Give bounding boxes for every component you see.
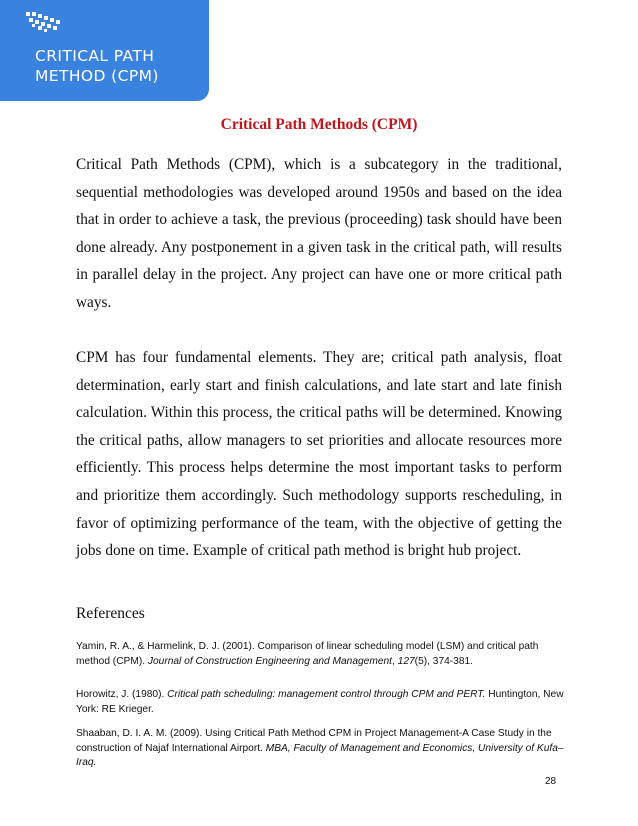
references-heading: References: [76, 605, 145, 622]
header-banner: [0, 0, 209, 101]
page-number: 28: [545, 776, 557, 787]
reference-item: Horowitz, J. (1980). Critical path scheduling: management control through CPM and PERT. Huntington, New York: RE Krieger.: [76, 689, 564, 715]
reference-item: Shaaban, D. I. A. M. (2009). Using Critical Path Method CPM in Project Management-A Case Study in the construction of Najaf International Airport. MBA, Faculty of Management and Economics, University of Kufa–Iraq.: [76, 728, 564, 768]
logo-icon: [24, 9, 64, 35]
section-heading: Critical Path Methods (CPM): [220, 116, 418, 133]
paragraph-elements: CPM has four fundamental elements. They are; critical path analysis, float determination, early start and finish calculations, and late start and late finish calculation. Within this process, the critical paths will be determined. Knowing the critical paths, allow managers to set priorities and allocate resources more efficiently. This process helps determine the most important tasks to perform and prioritize them accordingly. Such methodology supports rescheduling, in favor of optimizing performance of the team, with the objective of getting the jobs done on time. Example of critical path method is bright hub project.: [76, 349, 562, 560]
reference-item: Yamin, R. A., & Harmelink, D. J. (2001). Comparison of linear scheduling model (LSM) and critical path method (CPM). Journal of Construction Engineering and Management, 127(5), 374-381.: [76, 641, 539, 667]
banner-title: CRITICAL PATH METHOD (CPM): [35, 47, 159, 85]
paragraph-intro: Critical Path Methods (CPM), which is a subcategory in the traditional, sequential methodologies was developed around 1950s and based on the idea that in order to achieve a task, the previous (proceeding) task should have been done already. Any postponement in a given task in the critical path, will results in parallel delay in the project. Any project can have one or more critical path ways.: [76, 156, 562, 311]
